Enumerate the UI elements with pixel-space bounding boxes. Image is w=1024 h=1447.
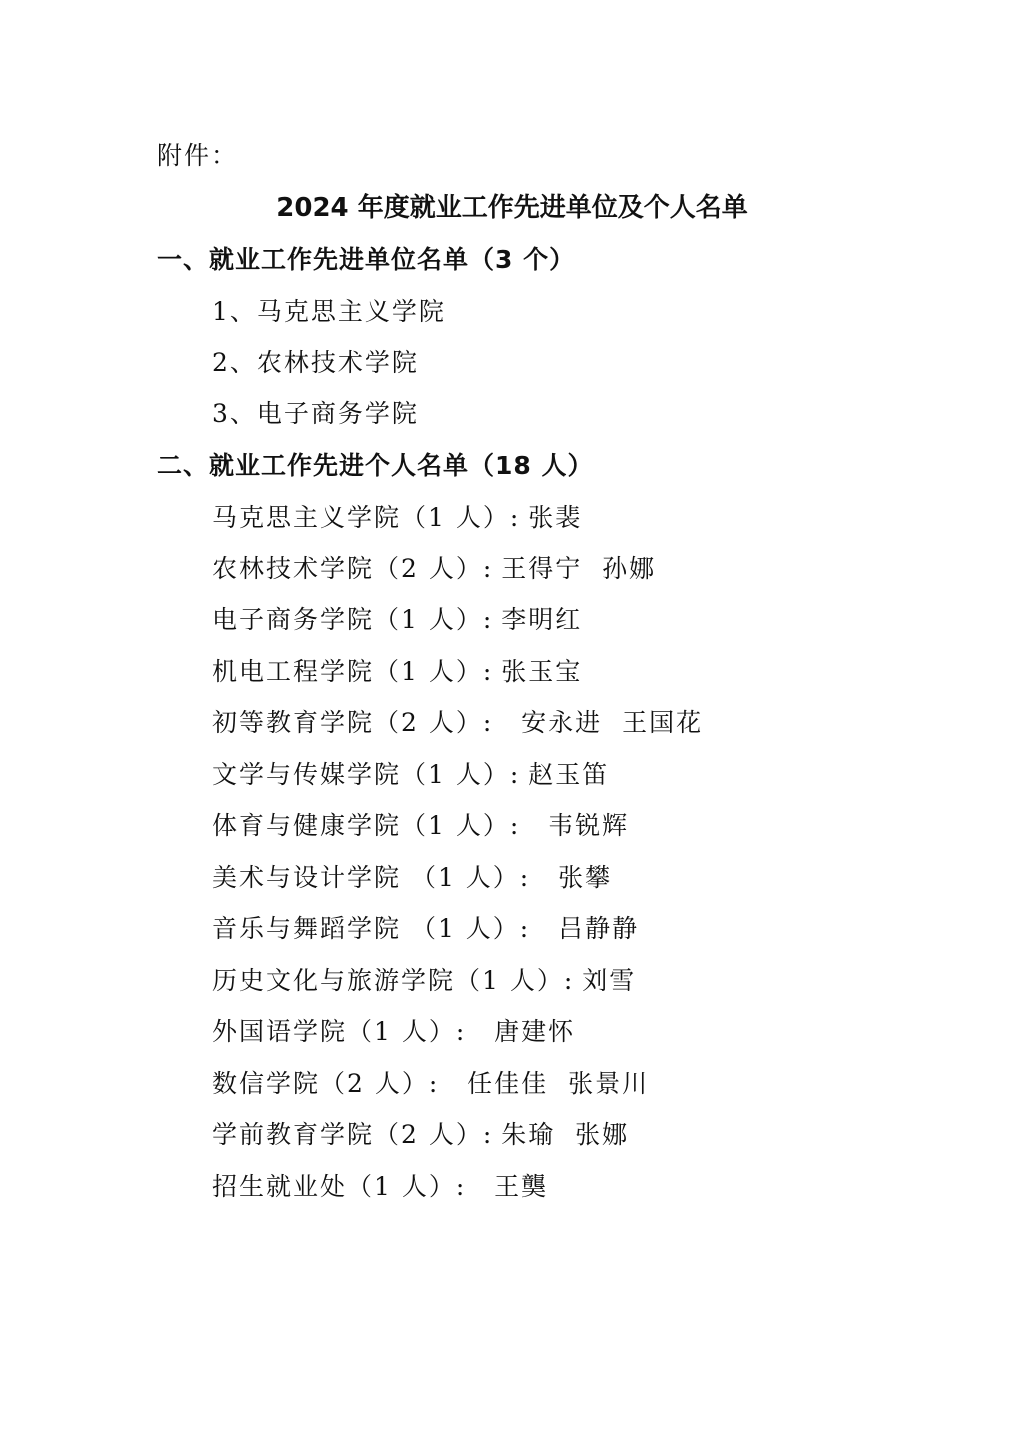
person-item	[212, 1016, 575, 1048]
person-names: 任佳佳 张景川	[447, 1069, 650, 1098]
person-names: 刘雪	[582, 966, 637, 995]
unit-item: 2、农林技术学院	[212, 348, 419, 377]
person-names: 赵玉笛	[528, 760, 610, 789]
person-item	[212, 553, 656, 585]
section-heading-units: 一、就业工作先进单位名单（3 个）	[157, 245, 576, 274]
person-dept: 历史文化与旅游学院（1 人）:	[212, 966, 575, 995]
person-dept: 体育与健康学院（1 人）:	[212, 811, 521, 840]
person-names: 王得宁 孙娜	[501, 554, 657, 583]
unit-item: 3、电子商务学院	[212, 399, 419, 428]
person-item	[212, 502, 582, 534]
person-item	[212, 604, 582, 636]
person-item	[212, 1068, 649, 1100]
person-dept: 初等教育学院（2 人）:	[212, 708, 494, 737]
person-item	[212, 862, 612, 894]
person-dept: 机电工程学院（1 人）:	[212, 657, 494, 686]
person-dept: 数信学院（2 人）:	[212, 1069, 440, 1098]
person-dept: 美术与设计学院 （1 人）:	[212, 863, 531, 892]
person-names: 李明红	[501, 605, 583, 634]
person-names: 王龑	[474, 1172, 549, 1201]
person-dept: 农林技术学院（2 人）:	[212, 554, 494, 583]
person-names: 安永进 王国花	[501, 708, 704, 737]
person-names: 张裴	[528, 503, 583, 532]
person-dept: 音乐与舞蹈学院 （1 人）:	[212, 914, 531, 943]
person-dept: 招生就业处（1 人）:	[212, 1172, 467, 1201]
person-dept: 文学与传媒学院（1 人）:	[212, 760, 521, 789]
unit-item: 1、马克思主义学院	[212, 297, 446, 326]
person-dept: 学前教育学院（2 人）:	[212, 1120, 494, 1149]
person-item	[212, 656, 582, 688]
person-dept: 马克思主义学院（1 人）:	[212, 503, 521, 532]
section-heading-individuals: 二、就业工作先进个人名单（18 人）	[157, 451, 594, 480]
person-names: 唐建怀	[474, 1017, 576, 1046]
person-names: 张攀	[538, 863, 613, 892]
person-item	[212, 707, 703, 739]
person-item	[212, 759, 609, 791]
person-item	[212, 810, 629, 842]
person-dept: 电子商务学院（1 人）:	[212, 605, 494, 634]
person-dept: 外国语学院（1 人）:	[212, 1017, 467, 1046]
person-item	[212, 965, 636, 997]
person-item	[212, 913, 639, 945]
person-names: 韦锐辉	[528, 811, 630, 840]
attachment-label: 附件：	[157, 141, 239, 170]
person-names: 张玉宝	[501, 657, 583, 686]
person-names: 朱瑜 张娜	[501, 1120, 630, 1149]
person-names: 吕静静	[538, 914, 640, 943]
document-title: 2024 年度就业工作先进单位及个人名单	[276, 193, 748, 223]
person-item	[212, 1171, 548, 1203]
person-item	[212, 1119, 629, 1151]
